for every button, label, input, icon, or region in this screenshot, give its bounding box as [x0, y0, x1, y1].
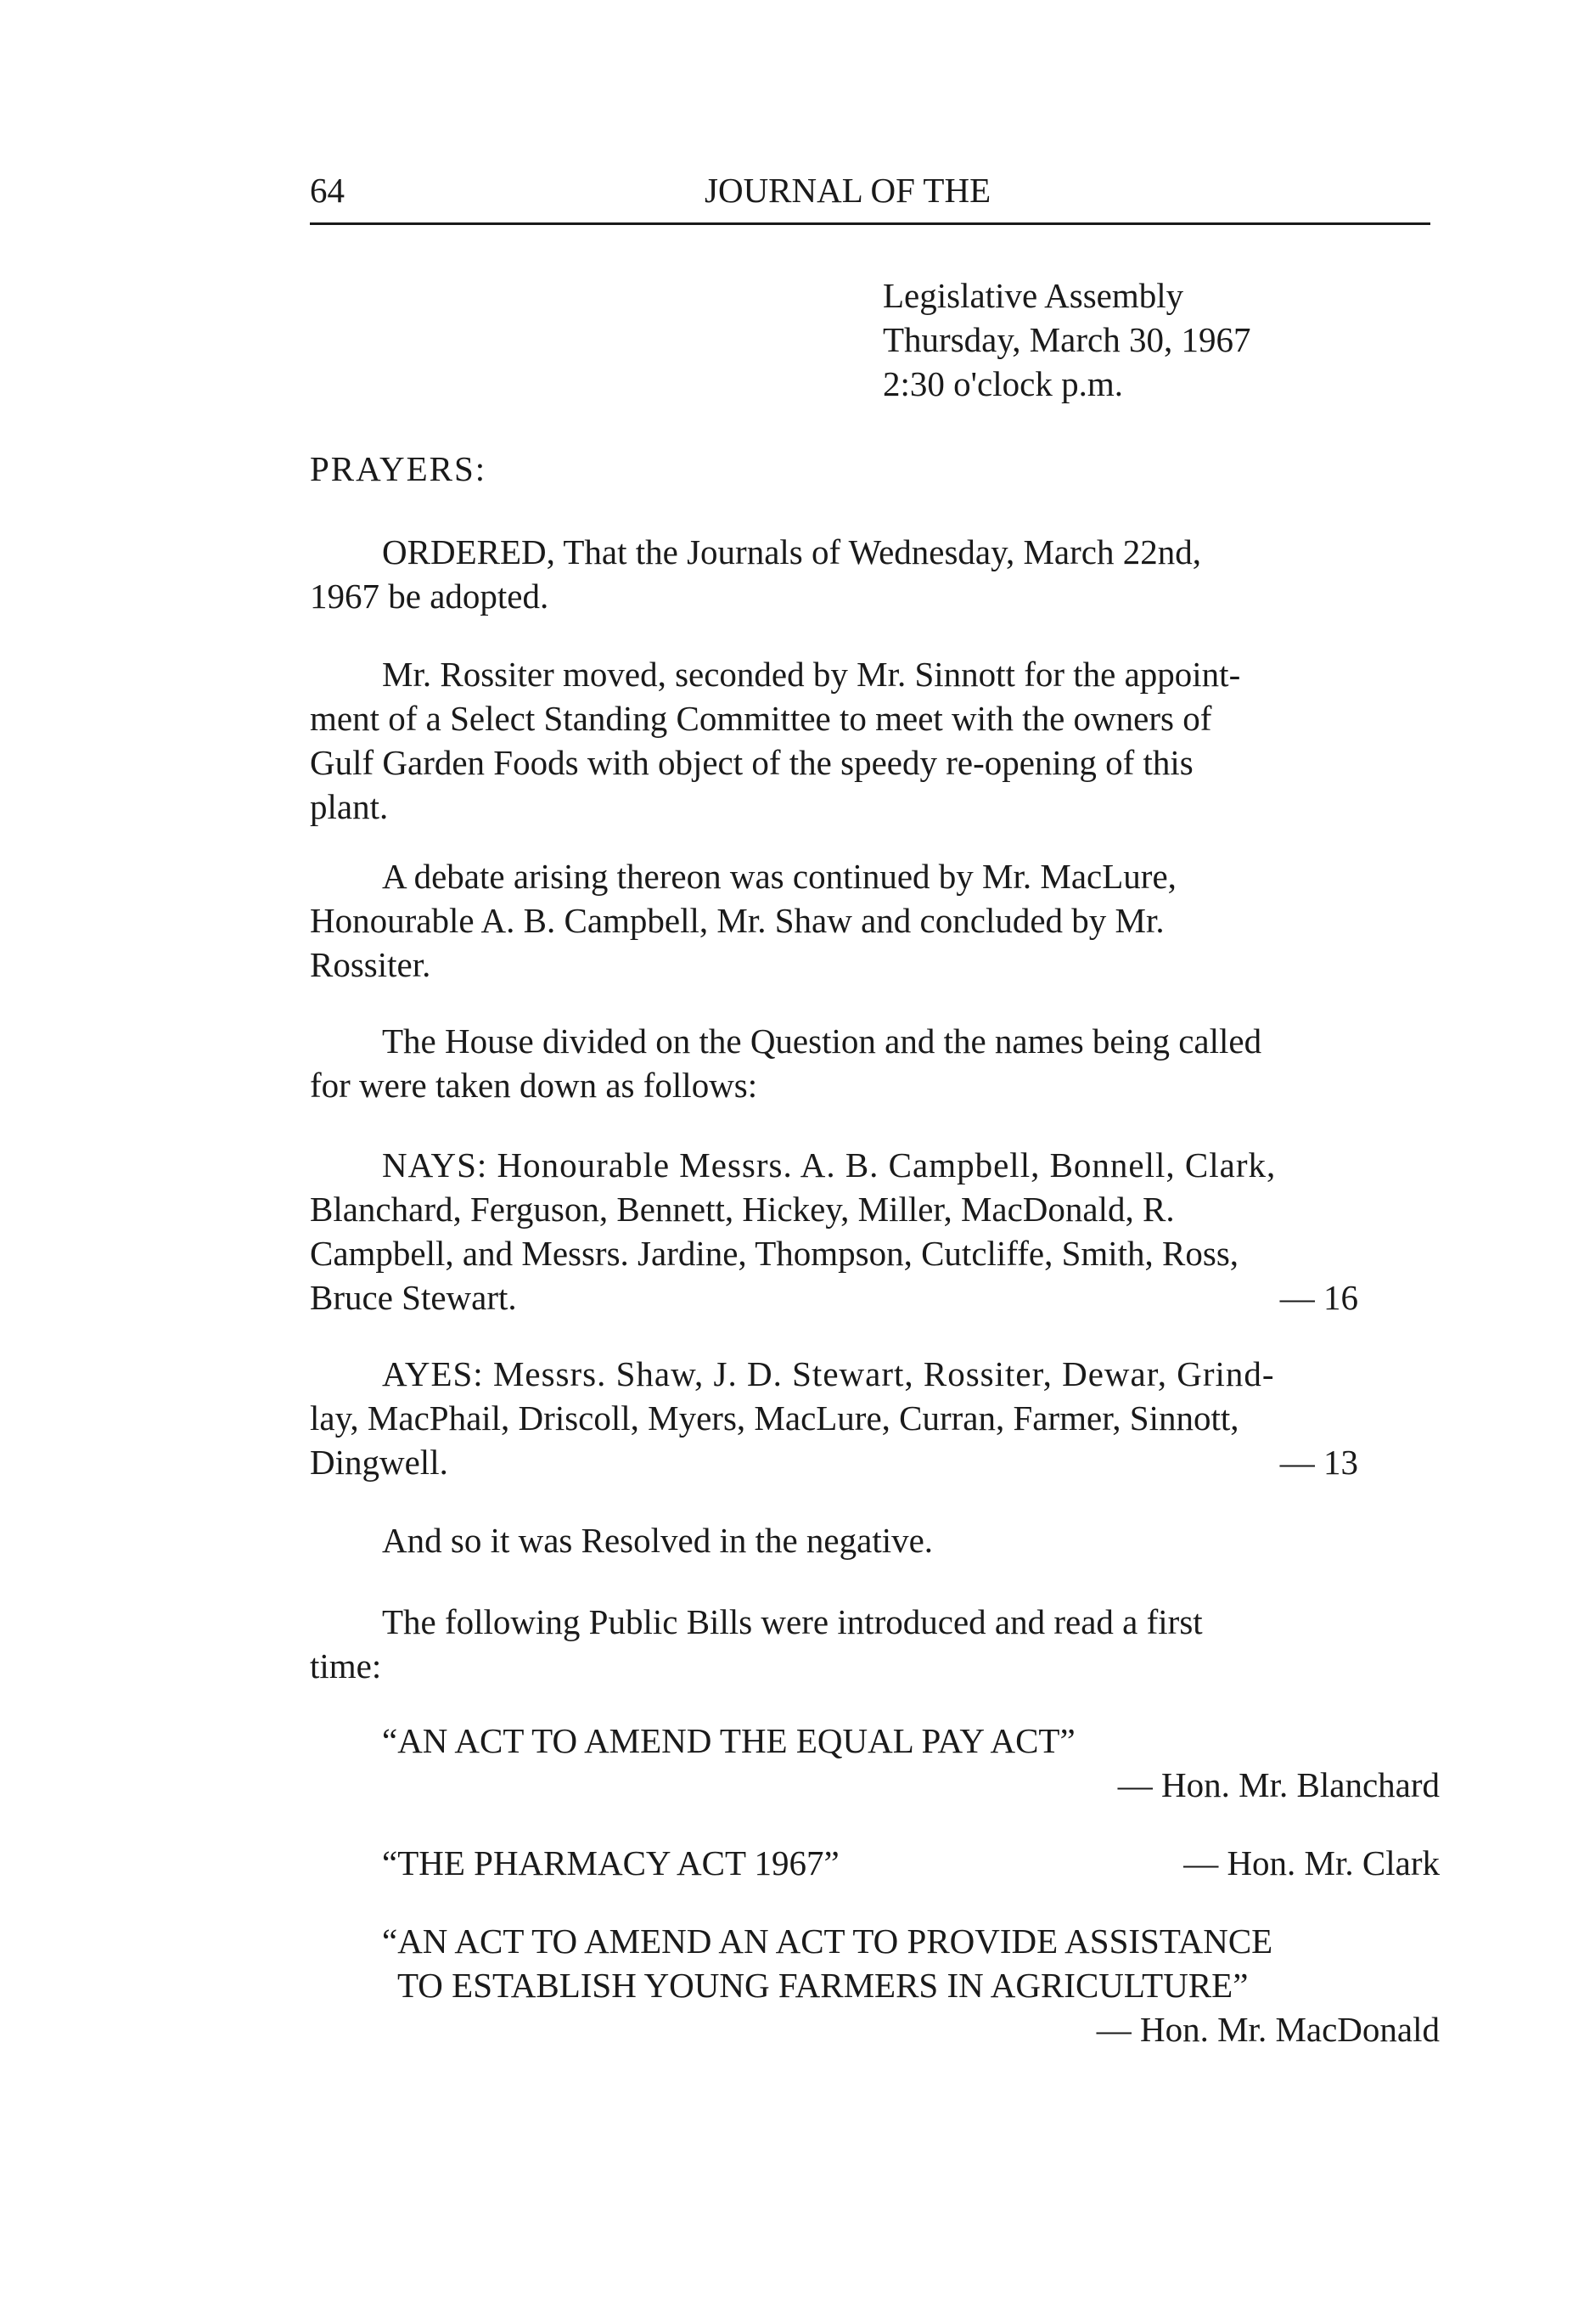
header-rule	[310, 222, 1430, 225]
nays-count: — 16	[1279, 1278, 1358, 1317]
motion-line-1: Mr. Rossiter moved, seconded by Mr. Sinnott for the appoint-	[382, 655, 1241, 694]
sitting-date: Thursday, March 30, 1967	[883, 320, 1251, 359]
ayes-paragraph	[310, 1352, 1430, 1484]
bill-1-title: “AN ACT TO AMEND THE EQUAL PAY ACT”	[382, 1721, 1076, 1760]
sitting-time: 2:30 o'clock p.m.	[883, 364, 1123, 403]
ayes-line-2: lay, MacPhail, Driscoll, Myers, MacLure, Curran, Farmer, Sinnott,	[310, 1398, 1239, 1438]
bill-3-sponsor: — Hon. Mr. MacDonald	[1096, 2010, 1440, 2049]
ayes-count: — 13	[1279, 1443, 1358, 1482]
sitting-block	[883, 273, 1250, 406]
debate-paragraph	[310, 854, 1430, 987]
nays-line-1: NAYS: Honourable Messrs. A. B. Campbell, Bonnell, Clark,	[382, 1145, 1277, 1185]
division-line-1: The House divided on the Question and the names being called	[382, 1021, 1262, 1061]
ordered-line-1: ORDERED, That the Journals of Wednesday, March 22nd,	[382, 532, 1201, 571]
bills-intro-line-1: The following Public Bills were introduced and read a first	[382, 1602, 1203, 1641]
resolved-line: And so it was Resolved in the negative.	[382, 1521, 934, 1560]
motion-paragraph	[310, 652, 1430, 829]
bill-3-title-line-2: TO ESTABLISH YOUNG FARMERS IN AGRICULTURE”	[397, 1966, 1249, 2005]
division-line-2: for were taken down as follows:	[310, 1066, 758, 1105]
motion-line-2: ment of a Select Standing Committee to meet with the owners of	[310, 699, 1212, 738]
debate-line-1: A debate arising thereon was continued by Mr. MacLure,	[382, 857, 1177, 896]
nays-line-4: Bruce Stewart.	[310, 1278, 517, 1317]
sitting-assembly: Legislative Assembly	[883, 276, 1184, 315]
ayes-line-1: AYES: Messrs. Shaw, J. D. Stewart, Rossiter, Dewar, Grind-	[382, 1354, 1275, 1393]
ayes-line-3: Dingwell.	[310, 1443, 448, 1482]
nays-last-line	[310, 1275, 1430, 1320]
ordered-line-2: 1967 be adopted.	[310, 577, 549, 616]
debate-line-2: Honourable A. B. Campbell, Mr. Shaw and concluded by Mr.	[310, 901, 1165, 940]
debate-line-3: Rossiter.	[310, 945, 431, 984]
prayers-heading: PRAYERS:	[310, 449, 487, 488]
division-paragraph	[310, 1019, 1430, 1107]
bill-2-title: “THE PHARMACY ACT 1967”	[382, 1843, 840, 1882]
bill-3-title-line-1: “AN ACT TO AMEND AN ACT TO PROVIDE ASSISTANCE	[382, 1922, 1273, 1961]
page-number: 64	[310, 171, 345, 210]
resolved-paragraph	[310, 1518, 1430, 1562]
ayes-last-line	[310, 1440, 1430, 1484]
nays-line-3: Campbell, and Messrs. Jardine, Thompson, Cutcliffe, Smith, Ross,	[310, 1234, 1239, 1273]
bill-1-sponsor: — Hon. Mr. Blanchard	[1117, 1765, 1440, 1804]
nays-paragraph	[310, 1143, 1430, 1320]
bill-2-sponsor: — Hon. Mr. Clark	[1183, 1843, 1440, 1882]
bills-intro-paragraph	[310, 1600, 1430, 1688]
motion-line-4: plant.	[310, 787, 389, 826]
bills-intro-line-2: time:	[310, 1646, 382, 1685]
motion-line-3: Gulf Garden Foods with object of the speedy re-opening of this	[310, 743, 1194, 782]
ordered-paragraph	[310, 530, 1430, 618]
running-header-title: JOURNAL OF THE	[705, 171, 991, 210]
nays-line-2: Blanchard, Ferguson, Bennett, Hickey, Miller, MacDonald, R.	[310, 1190, 1175, 1229]
